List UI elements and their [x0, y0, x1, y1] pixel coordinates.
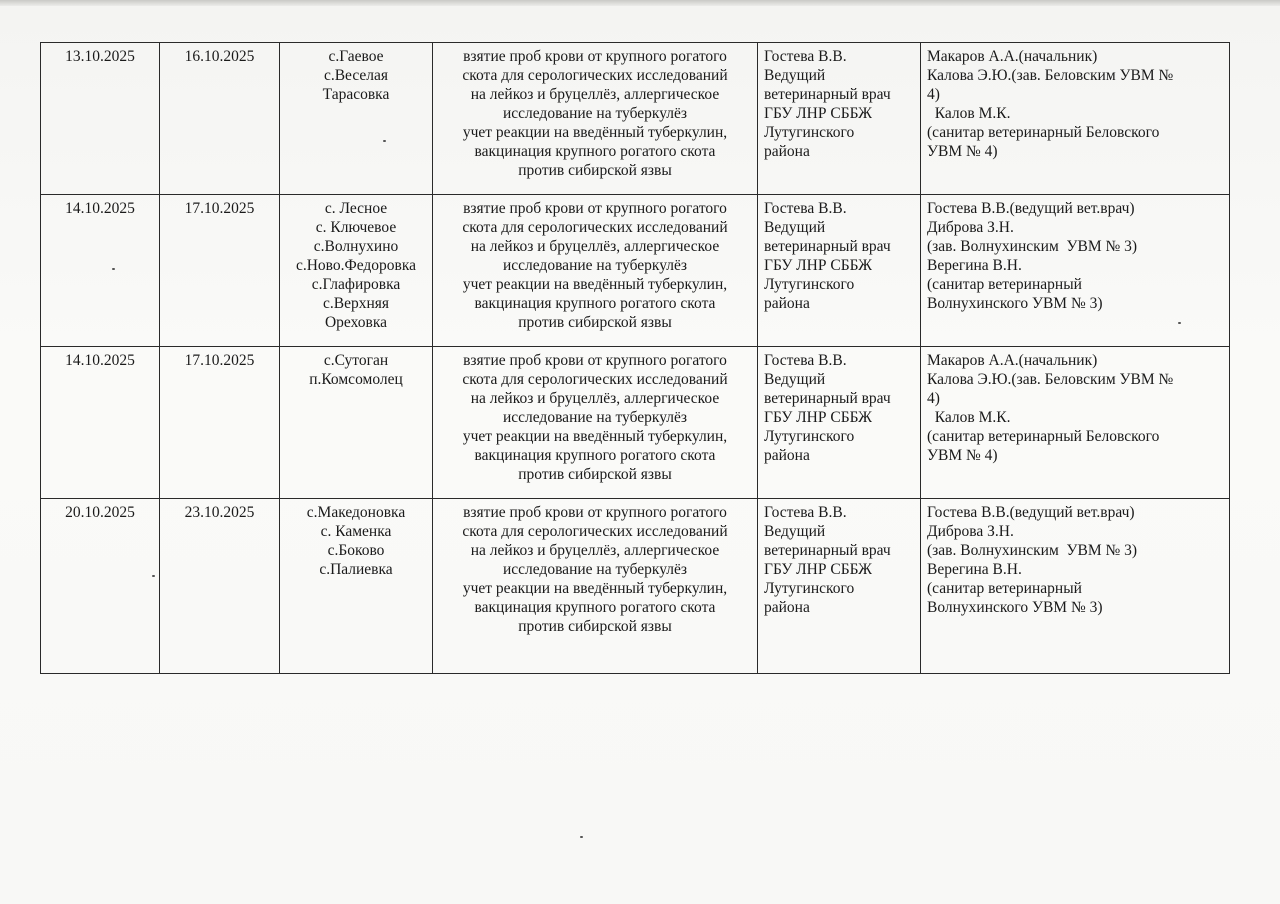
work-line: против сибирской язвы	[518, 466, 672, 483]
settlement: с.Волнухино	[313, 238, 399, 255]
responsible-line: Гостева В.В.	[764, 352, 847, 369]
responsible-cell	[758, 43, 921, 195]
work-line: на лейкоз и бруцеллёз, аллергическое	[470, 390, 720, 407]
responsible-line: района	[764, 295, 810, 312]
responsible-line: ГБУ ЛНР СББЖ	[764, 257, 873, 274]
work-line: скота для серологических исследований	[462, 523, 728, 540]
work-line: скота для серологических исследований	[462, 371, 728, 388]
settlements-cell	[280, 195, 433, 347]
executors-cell	[921, 195, 1230, 347]
executor-line: Диброва З.Н.	[927, 219, 1014, 236]
table-row	[41, 347, 1230, 499]
settlement: с.Боково	[327, 542, 385, 559]
responsible-line: Ведущий	[764, 523, 826, 540]
executor-line: 4)	[927, 86, 940, 103]
settlement: с. Каменка	[320, 523, 392, 540]
executor-line: (санитар ветеринарный Беловского	[927, 428, 1160, 445]
responsible-line: Гостева В.В.	[764, 48, 847, 65]
work-line: на лейкоз и бруцеллёз, аллергическое	[470, 238, 720, 255]
executor-line: Калов М.К.	[927, 409, 1011, 426]
executor-line: Калов М.К.	[927, 105, 1011, 122]
executor-line: УВМ № 4)	[927, 143, 998, 160]
start-date-cell: 20.10.2025	[41, 499, 160, 674]
responsible-line: Лутугинского	[764, 580, 855, 597]
executors-cell	[921, 43, 1230, 195]
work-description-cell	[433, 43, 758, 195]
responsible-cell	[758, 347, 921, 499]
start-date-cell: 14.10.2025	[41, 347, 160, 499]
responsible-line: района	[764, 143, 810, 160]
work-line: учет реакции на введённый туберкулин,	[462, 428, 728, 445]
settlement: с.Веселая	[323, 67, 389, 84]
table-row	[41, 195, 1230, 347]
executor-line: УВМ № 4)	[927, 447, 998, 464]
responsible-line: Лутугинского	[764, 124, 855, 141]
executor-line: (санитар ветеринарный Беловского	[927, 124, 1160, 141]
executor-line: Макаров А.А.(начальник)	[927, 48, 1098, 65]
work-line: взятие проб крови от крупного рогатого	[463, 200, 727, 217]
work-line: учет реакции на введённый туберкулин,	[462, 580, 728, 597]
responsible-line: ГБУ ЛНР СББЖ	[764, 561, 873, 578]
work-line: на лейкоз и бруцеллёз, аллергическое	[470, 542, 720, 559]
settlements-cell	[280, 499, 433, 674]
executor-line: Волнухинского УВМ № 3)	[927, 295, 1103, 312]
executor-line: Макаров А.А.(начальник)	[927, 352, 1098, 369]
work-description-cell	[433, 347, 758, 499]
settlement: с.Македоновка	[306, 504, 406, 521]
work-line: против сибирской язвы	[518, 618, 672, 635]
executor-line: Калова Э.Ю.(зав. Беловским УВМ №	[927, 67, 1174, 84]
responsible-line: ветеринарный врач	[764, 86, 891, 103]
executor-line: Волнухинского УВМ № 3)	[927, 599, 1103, 616]
settlement: с.Гаевое	[328, 48, 384, 65]
work-line: на лейкоз и бруцеллёз, аллергическое	[470, 86, 720, 103]
work-line: исследование на туберкулёз	[502, 561, 688, 578]
work-description-cell	[433, 195, 758, 347]
responsible-line: Ведущий	[764, 67, 826, 84]
responsible-line: Ведущий	[764, 371, 826, 388]
responsible-line: ГБУ ЛНР СББЖ	[764, 105, 873, 122]
executor-line: Калова Э.Ю.(зав. Беловским УВМ №	[927, 371, 1174, 388]
settlements-cell	[280, 347, 433, 499]
executor-line: (зав. Волнухинским УВМ № 3)	[927, 238, 1138, 255]
end-date-cell: 16.10.2025	[160, 43, 280, 195]
scan-speck	[1178, 322, 1181, 324]
work-line: против сибирской язвы	[518, 162, 672, 179]
responsible-line: района	[764, 447, 810, 464]
work-line: вакцинация крупного рогатого скота	[474, 143, 716, 160]
sheet-top-edge	[0, 0, 1280, 6]
schedule-table	[40, 42, 1230, 674]
executor-line: (санитар ветеринарный	[927, 276, 1082, 293]
work-line: взятие проб крови от крупного рогатого	[463, 48, 727, 65]
responsible-line: Гостева В.В.	[764, 504, 847, 521]
work-line: вакцинация крупного рогатого скота	[474, 599, 716, 616]
responsible-cell	[758, 499, 921, 674]
executor-line: 4)	[927, 390, 940, 407]
work-line: учет реакции на введённый туберкулин,	[462, 276, 728, 293]
settlement: с.Верхняя	[322, 295, 390, 312]
end-date-cell: 17.10.2025	[160, 347, 280, 499]
work-line: взятие проб крови от крупного рогатого	[463, 352, 727, 369]
settlement: с. Лесное	[324, 200, 388, 217]
work-line: вакцинация крупного рогатого скота	[474, 447, 716, 464]
work-line: учет реакции на введённый туберкулин,	[462, 124, 728, 141]
responsible-line: Лутугинского	[764, 276, 855, 293]
work-line: против сибирской язвы	[518, 314, 672, 331]
responsible-line: ветеринарный врач	[764, 238, 891, 255]
executor-line: Гостева В.В.(ведущий вет.врач)	[927, 504, 1135, 521]
responsible-line: ГБУ ЛНР СББЖ	[764, 409, 873, 426]
work-line: исследование на туберкулёз	[502, 257, 688, 274]
executor-line: Диброва З.Н.	[927, 523, 1014, 540]
end-date-cell: 17.10.2025	[160, 195, 280, 347]
executor-line: (санитар ветеринарный	[927, 580, 1082, 597]
settlement: с.Ново.Федоровка	[295, 257, 417, 274]
scan-speck	[580, 836, 583, 838]
executor-line: Верегина В.Н.	[927, 257, 1022, 274]
settlement: Тарасовка	[322, 86, 390, 103]
work-line: взятие проб крови от крупного рогатого	[463, 504, 727, 521]
settlement: п.Комсомолец	[309, 371, 403, 388]
settlement: Ореховка	[324, 314, 388, 331]
table-row	[41, 499, 1230, 674]
work-line: исследование на туберкулёз	[502, 105, 688, 122]
executors-cell	[921, 347, 1230, 499]
settlement: с.Палиевка	[319, 561, 393, 578]
responsible-cell	[758, 195, 921, 347]
scan-speck	[383, 140, 386, 142]
executors-cell	[921, 499, 1230, 674]
responsible-line: Лутугинского	[764, 428, 855, 445]
responsible-line: Ведущий	[764, 219, 826, 236]
settlement: с.Глафировка	[311, 276, 401, 293]
start-date-cell: 14.10.2025	[41, 195, 160, 347]
responsible-line: Гостева В.В.	[764, 200, 847, 217]
work-line: скота для серологических исследований	[462, 219, 728, 236]
table-row	[41, 43, 1230, 195]
settlements-cell	[280, 43, 433, 195]
scan-speck	[112, 268, 115, 270]
work-line: исследование на туберкулёз	[502, 409, 688, 426]
end-date-cell: 23.10.2025	[160, 499, 280, 674]
executor-line: Гостева В.В.(ведущий вет.врач)	[927, 200, 1135, 217]
work-line: вакцинация крупного рогатого скота	[474, 295, 716, 312]
scan-speck	[152, 575, 155, 577]
work-description-cell	[433, 499, 758, 674]
settlement: с.Сутоган	[323, 352, 389, 369]
executor-line: (зав. Волнухинским УВМ № 3)	[927, 542, 1138, 559]
start-date-cell: 13.10.2025	[41, 43, 160, 195]
work-line: скота для серологических исследований	[462, 67, 728, 84]
settlement: с. Ключевое	[315, 219, 397, 236]
executor-line: Верегина В.Н.	[927, 561, 1022, 578]
responsible-line: района	[764, 599, 810, 616]
responsible-line: ветеринарный врач	[764, 390, 891, 407]
responsible-line: ветеринарный врач	[764, 542, 891, 559]
